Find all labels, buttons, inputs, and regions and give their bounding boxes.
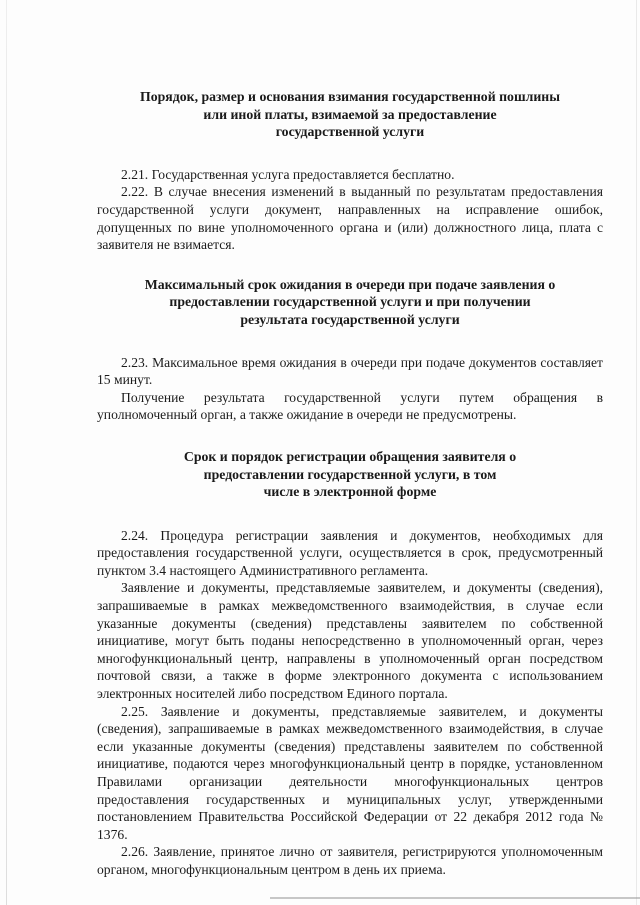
- paragraph-2-24: 2.24. Процедура регистрации заявления и документов, необходимых для предоставления государственной услуги, осуществляется в срок, предусмотренный пунктом 3.4 настоящего Административного регламента.: [97, 527, 603, 578]
- heading-line: предоставлении государственной услуги и при получении: [169, 294, 531, 310]
- heading-line: государственной услуги: [275, 124, 425, 140]
- document-body: [97, 88, 603, 879]
- heading-line: числе в электронной форме: [263, 484, 437, 500]
- paragraph-2-26: 2.26. Заявление, принятое лично от заявителя, регистрируются уполномоченным органом, многофункциональным центром в день их приема.: [97, 844, 603, 877]
- paragraph-2-23: 2.23. Максимальное время ожидания в очереди при подаче документов составляет 15 минут.: [97, 354, 603, 388]
- paragraph-2-21: 2.21. Государственная услуга предоставляется бесплатно.: [121, 166, 455, 182]
- heading-line: предоставлении государственной услуги, в том: [203, 466, 497, 482]
- scan-right-edge: [636, 0, 637, 905]
- section-heading-registration: [97, 448, 603, 501]
- paragraph-2-25: 2.25. Заявление и документы, представляемые заявителем, и документы (сведения), запрашиваемые в рамках межведомственного взаимодействия, в случае если указанные документы (сведения) представлены заявителем по собственной инициативе, подаются через многофункциональный центр в порядке, установленном Правилами организации деятельности многофункциональных центров предоставления государственных и муниципальных услуг, утвержденными постановлением Правительства Российской Федерации от 22 декабря 2012 года № 1376.: [97, 703, 603, 842]
- heading-line: Максимальный срок ожидания в очереди при подаче заявления о: [144, 276, 556, 292]
- paragraph-submission-methods: Заявление и документы, представляемые заявителем, и документы (сведения), запрашиваемые в рамках межведомственного взаимодействия, в случае если указанные документы (сведения) представлены заявителем по собственной инициативе, могут быть поданы непосредственно в уполномоченный орган, через многофункциональный центр, направлены в уполномоченный орган посредством почтовой связи, а также в форме электронного документа с использованием электронных носителей либо посредством Единого портала.: [97, 580, 603, 702]
- heading-line: Срок и порядок регистрации обращения заявителя о: [183, 448, 517, 464]
- scan-bottom-edge: [270, 897, 640, 899]
- heading-line: Порядок, размер и основания взимания государственной пошлины: [139, 89, 561, 104]
- scan-left-edge: [6, 0, 7, 905]
- paragraph-result-receipt: Получение результата государственной услуги путем обращения в уполномоченный орган, а также ожидание в очереди не предусмотрены.: [97, 389, 603, 423]
- paragraph-2-22: 2.22. В случае внесения изменений в выданный по результатам предоставления государственной услуги документ, направленных на исправление ошибок, допущенных по вине уполномоченного органа и (или) должностного лица, плата с заявителя не взимается.: [97, 184, 603, 253]
- heading-line: результата государственной услуги: [240, 311, 460, 327]
- heading-line: или иной платы, взимаемой за предоставление: [203, 106, 497, 122]
- section-heading-queue-time: [97, 276, 603, 329]
- section-heading-fee: [97, 88, 603, 141]
